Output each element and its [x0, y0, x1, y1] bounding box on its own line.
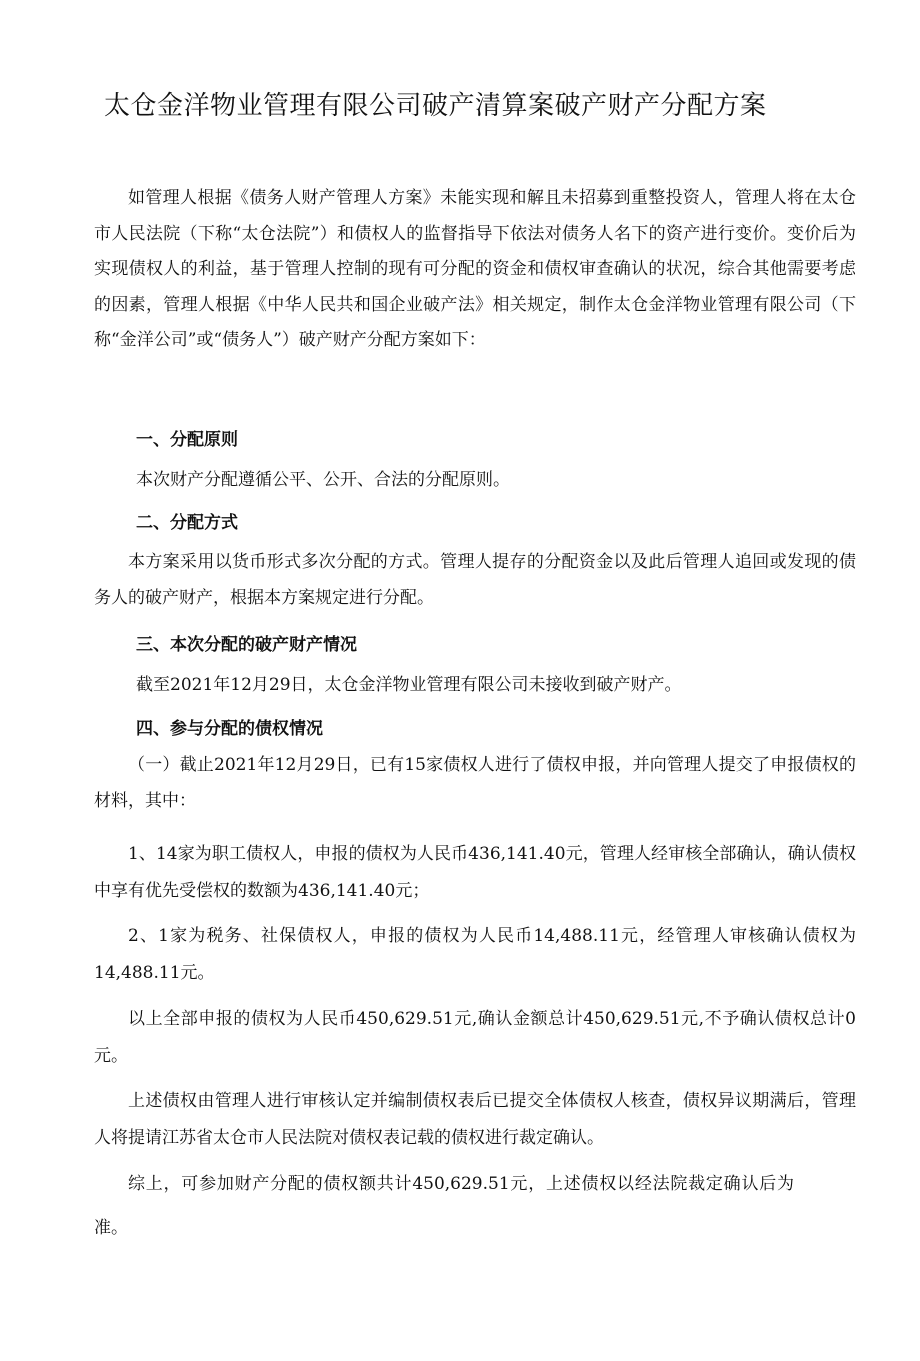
claims-declaration-text: （一）截止2021年12月29日，已有15家债权人进行了债权申报，并向管理人提交了申报债权的材料，其中： — [94, 755, 856, 811]
section-heading-claims: 四、参与分配的债权情况 — [136, 719, 323, 739]
section-heading-distribution-principle: 一、分配原则 — [136, 430, 238, 450]
intro-paragraph: 如管理人根据《债务人财产管理人方案》未能实现和解且未招募到重整投资人，管理人将在太仓市人民法院（下称“太仓法院”）和债权人的监督指导下依法对债务人名下的资产进行变价。变价后为实现债权人的利益，基于管理人控制的现有可分配的资金和债权审查确认的状况，综合其他需要考虑的因素，管理人根据《中华人民共和国企业破产法》相关规定，制作太仓金洋物业管理有限公司（下称“金洋公司”或“债务人”）破产财产分配方案如下： — [94, 188, 856, 350]
distribution-method-text: 本方案采用以货币形式多次分配的方式。管理人提存的分配资金以及此后管理人追回或发现的债务人的破产财产，根据本方案规定进行分配。 — [94, 552, 856, 608]
summary-text: 综上，可参加财产分配的债权额共计450,629.51元，上述债权以经法院裁定确认后为准。 — [94, 1174, 794, 1238]
total-claims-text: 以上全部申报的债权为人民币450,629.51元,确认金额总计450,629.51元,不予确认债权总计0元。 — [94, 1009, 856, 1066]
claims-review-text: 上述债权由管理人进行审核认定并编制债权表后已提交全体债权人核查，债权异议期满后，管理人将提请江苏省太仓市人民法院对债权表记载的债权进行裁定确认。 — [94, 1091, 856, 1148]
employee-claims-text: 1、14家为职工债权人，申报的债权为人民币436,141.40元，管理人经审核全部确认，确认债权中享有优先受偿权的数额为436,141.40元； — [94, 844, 856, 901]
section-heading-bankruptcy-property: 三、本次分配的破产财产情况 — [136, 635, 357, 655]
bankruptcy-property-text: 截至2021年12月29日，太仓金洋物业管理有限公司未接收到破产财产。 — [136, 675, 682, 695]
tax-claims-text: 2、1家为税务、社保债权人，申报的债权为人民币14,488.11元，经管理人审核确认债权为14,488.11元。 — [94, 926, 856, 983]
document-title: 太仓金洋物业管理有限公司破产清算案破产财产分配方案 — [104, 91, 767, 121]
section-heading-distribution-method: 二、分配方式 — [136, 513, 238, 533]
distribution-principle-text: 本次财产分配遵循公平、公开、合法的分配原则。 — [136, 470, 510, 490]
